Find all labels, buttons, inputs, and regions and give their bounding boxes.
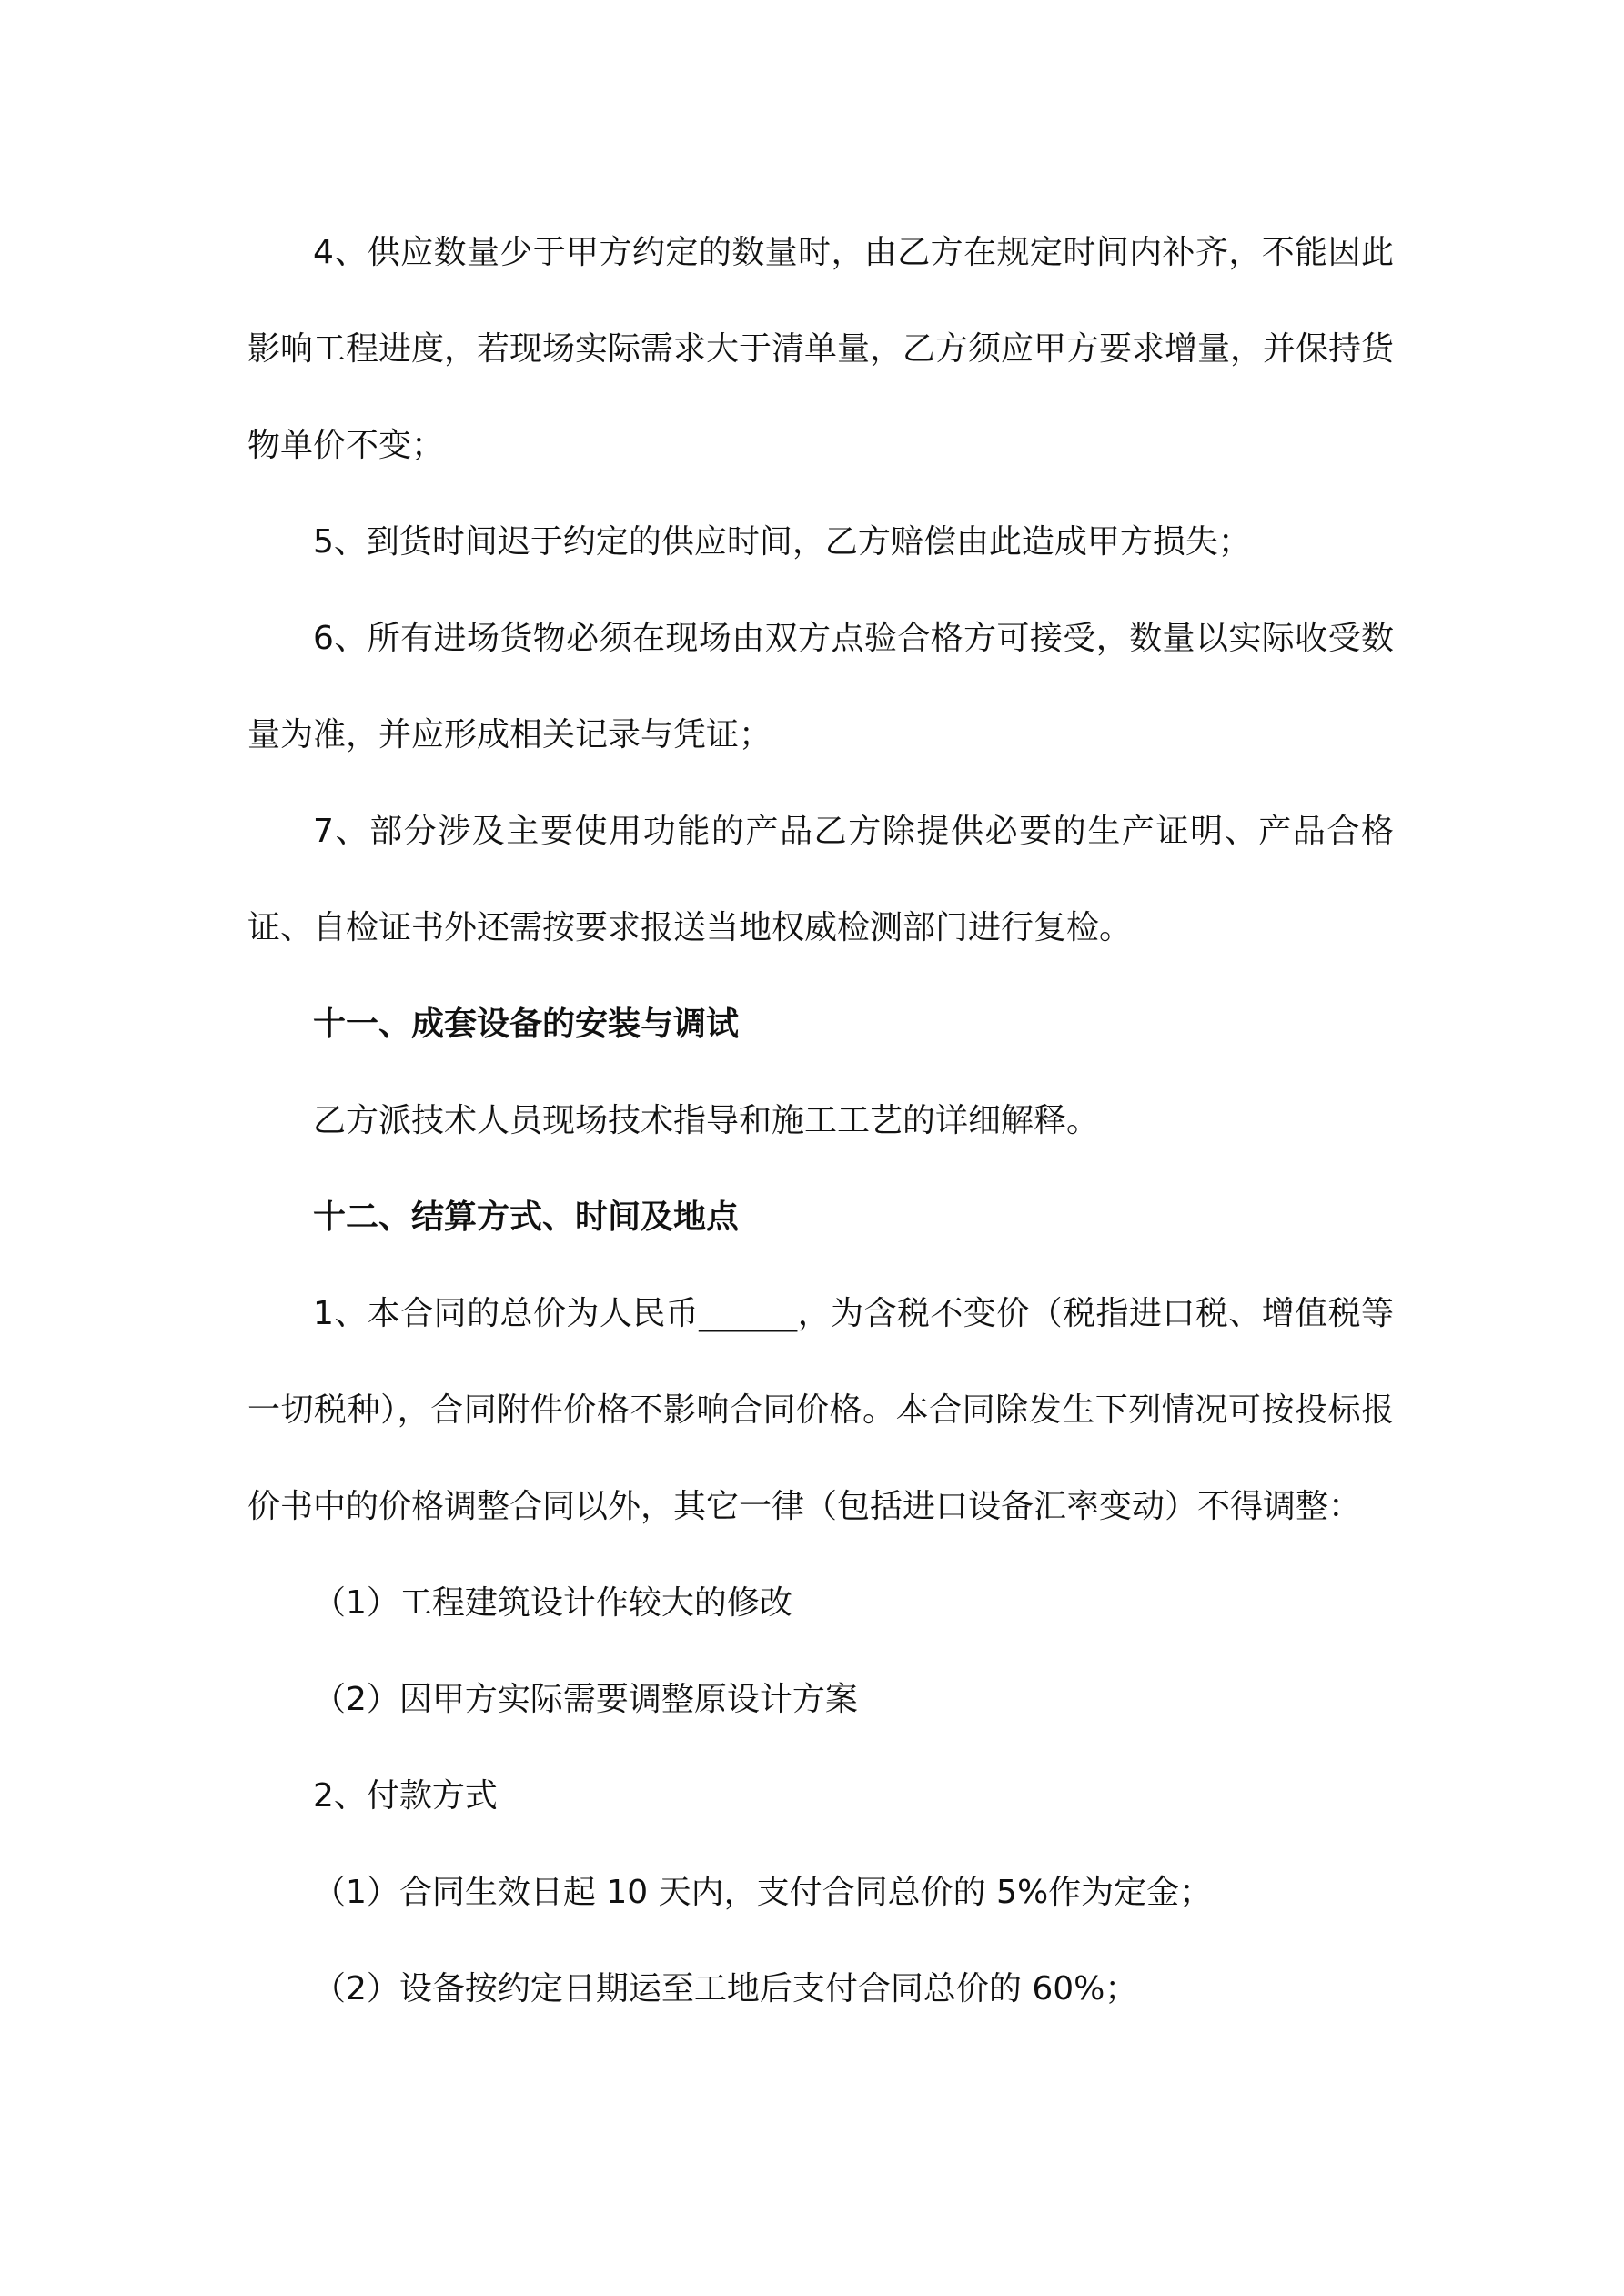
adjustment-item-2: （2）因甲方实际需要调整原设计方案 bbox=[313, 1681, 858, 1718]
installation-text: 乙方派技术人员现场技术指导和施工工艺的详细解释。 bbox=[313, 1102, 1100, 1139]
settlement-clause-1-total-price: 1、本合同的总价为人民币______，为含税不变价（税指进口税、增值税等一切税种），合同附件价格不影响合同价格。本合同除发生下列情况可按投标报价书中的价格调整合同以外，其它一律（包括进口设备汇率变动）不得调整： bbox=[247, 1295, 1394, 1525]
settlement-clause-2-payment: 2、付款方式 bbox=[313, 1777, 498, 1815]
payment-item-1: （1）合同生效日起 10 天内，支付合同总价的 5%作为定金； bbox=[313, 1874, 1213, 1911]
adjustment-item-1: （1）工程建筑设计作较大的修改 bbox=[313, 1584, 792, 1622]
clause-5-late-delivery: 5、到货时间迟于约定的供应时间，乙方赔偿由此造成甲方损失； bbox=[313, 523, 1251, 561]
section-heading-installation: 十一、成套设备的安装与调试 bbox=[313, 1006, 740, 1043]
clause-6-acceptance-inspection: 6、所有进场货物必须在现场由双方点验合格方可接受，数量以实际收受数量为准，并应形成相关记录与凭证； bbox=[247, 620, 1394, 754]
clause-4-supply-quantity: 4、供应数量少于甲方约定的数量时，由乙方在规定时间内补齐，不能因此影响工程进度，若现场实际需求大于清单量，乙方须应甲方要求增量，并保持货物单价不变； bbox=[247, 234, 1395, 464]
payment-item-2: （2）设备按约定日期运至工地后支付合同总价的 60%； bbox=[313, 1970, 1138, 2008]
clause-7-certificates-recheck: 7、部分涉及主要使用功能的产品乙方除提供必要的生产证明、产品合格证、自检证书外还需按要求报送当地权威检测部门进行复检。 bbox=[247, 813, 1394, 946]
document-page bbox=[247, 205, 1394, 2038]
section-heading-settlement: 十二、结算方式、时间及地点 bbox=[313, 1199, 740, 1236]
